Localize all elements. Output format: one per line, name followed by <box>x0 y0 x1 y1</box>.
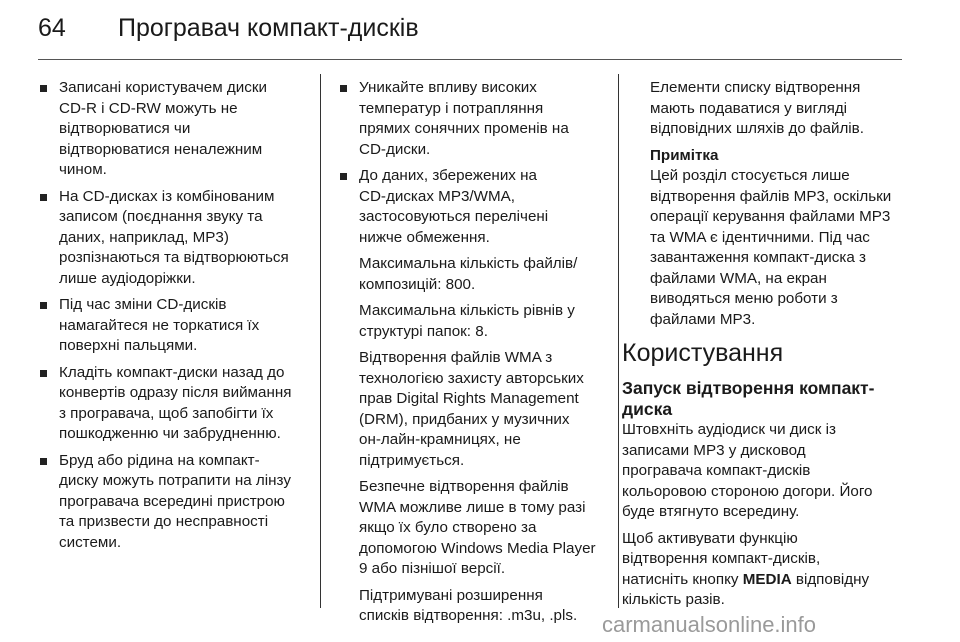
text-line: файлами MP3. <box>650 310 756 328</box>
subsection-title: Запуск відтворення компакт- диска <box>622 378 875 419</box>
text-line: До даних, збережених на <box>359 167 537 184</box>
watermark: carmanualsonline.info <box>602 612 817 637</box>
text-line: Уникайте впливу високих <box>359 79 537 96</box>
text-line: завантаження компакт-диска з <box>650 249 866 266</box>
paragraph <box>338 477 608 580</box>
text-line: та WMA є ідентичними. Під час <box>650 228 870 246</box>
intro-paragraph <box>622 78 912 140</box>
text-line: температур і потрапляння <box>359 99 544 117</box>
text-line: та призвести до несправності <box>59 513 269 530</box>
text-line: WMA можливе лише в тому разі <box>359 498 586 516</box>
text-line: технологією захисту авторських <box>359 369 584 387</box>
text-line: підтримується. <box>359 451 465 469</box>
text-line: диску можуть потрапити на лінзу <box>59 472 291 489</box>
text-line: конвертів одразу після виймання <box>59 384 292 401</box>
square-bullet-icon <box>40 302 47 309</box>
text-line: розпізнаються та відтворюються <box>59 249 289 266</box>
text-line: CD-диски. <box>359 140 431 158</box>
text-line: 9 або пізнішої версії. <box>359 560 506 577</box>
text-line: програвача всередині пристрою <box>59 492 285 510</box>
text-line: чином. <box>59 161 107 178</box>
text-line: Максимальна кількість файлів/ <box>359 255 578 272</box>
text-line: якщо їх було створено за <box>359 519 537 536</box>
text-line: Безпечне відтворення файлів <box>359 478 569 495</box>
column-1 <box>38 78 314 559</box>
text-line: застосовуються перелічені <box>359 208 549 225</box>
text-line: відтворення файлів MP3, оскільки <box>650 187 892 205</box>
text-line: CD-дисках MP3/WMA, <box>359 187 515 205</box>
bullet-item <box>38 78 314 181</box>
text-line: Під час зміни CD-дисків <box>59 296 227 313</box>
page-header <box>0 0 960 60</box>
column-3 <box>622 78 912 617</box>
text-line: нижче обмеження. <box>359 228 490 246</box>
bullet-item <box>338 166 608 248</box>
note-text <box>622 166 912 330</box>
note-title: Примітка <box>650 146 719 164</box>
bullet-item <box>338 78 608 160</box>
text-line: (DRM), придбаних у музичних <box>359 410 570 428</box>
activate-paragraph: Щоб активувати функцію відтворення компакт-дисків, натисніть кнопку MEDIA відповідну кількість разів. <box>622 529 870 608</box>
text-line: Елементи списку відтворення <box>650 79 861 96</box>
text-line: відтворюватися чи <box>59 120 191 137</box>
text-line: списків відтворення: .m3u, .pls. <box>359 607 578 624</box>
text-line: записами MP3 у дисковод <box>622 441 806 459</box>
text-line: CD-R і CD-RW можуть не <box>59 99 238 117</box>
bullet-item <box>38 451 314 554</box>
text-line: виводяться меню роботи з <box>650 290 838 307</box>
bullet-item <box>38 295 314 357</box>
column-divider-2 <box>618 74 619 608</box>
text-line: Штовхніть аудіодиск чи диск із <box>622 421 836 438</box>
square-bullet-icon <box>40 458 47 465</box>
paragraph <box>338 586 608 627</box>
text-line: прямих сонячних променів на <box>359 120 569 137</box>
text-line: Підтримувані розширення <box>359 586 543 604</box>
text-line: На CD-дисках із комбінованим <box>59 187 275 205</box>
square-bullet-icon <box>40 85 47 92</box>
media-key-label: MEDIA <box>742 570 792 588</box>
note-block <box>622 146 912 331</box>
column-2 <box>338 78 608 633</box>
text-line: структурі папок: 8. <box>359 322 488 340</box>
text-line: системи. <box>59 533 122 551</box>
square-bullet-icon <box>340 173 347 180</box>
header-divider <box>38 59 902 60</box>
text-line: даних, наприклад, MP3) <box>59 228 229 246</box>
text-line: Відтворення файлів WMA з <box>359 349 553 366</box>
text-line: лише аудіодоріжки. <box>59 269 196 287</box>
text-line: Кладіть компакт-диски назад до <box>59 363 285 381</box>
square-bullet-icon <box>40 370 47 377</box>
square-bullet-icon <box>40 194 47 201</box>
text-line: з програвача, щоб запобігти їх <box>59 404 274 422</box>
text-line: намагайтеся не торкатися їх <box>59 316 260 334</box>
paragraph <box>338 348 608 471</box>
text-line: Бруд або рідина на компакт- <box>59 451 260 469</box>
section-title: Користування <box>622 339 784 367</box>
column-divider-1 <box>320 74 321 608</box>
paragraph <box>338 254 608 295</box>
text-line: Максимальна кількість рівнів у <box>359 302 575 319</box>
text-line: файлами WMA, на екран <box>650 269 827 287</box>
bullet-item <box>38 363 314 445</box>
text-line: пошкодженню чи забрудненню. <box>59 425 281 442</box>
text-line: Цей розділ стосується лише <box>650 167 850 184</box>
text-line: операції керування файлами MP3 <box>650 208 891 225</box>
square-bullet-icon <box>340 85 347 92</box>
text-line: відповідних шляхів до файлів. <box>650 120 864 137</box>
page-title: Програвач компакт-дисків <box>118 14 419 42</box>
text-line: Записані користувачем диски <box>59 79 267 96</box>
text-line: програвача компакт-дисків <box>622 462 811 479</box>
text-line: он-лайн-крамницях, не <box>359 431 521 448</box>
text-line: мають подаватися у вигляді <box>650 99 848 117</box>
insert-disc-paragraph <box>622 420 912 523</box>
paragraph <box>338 301 608 342</box>
text-line: допомогою Windows Media Player <box>359 539 596 557</box>
page-number: 64 <box>38 14 66 42</box>
text-line: прав Digital Rights Management <box>359 390 579 407</box>
text-line: буде втягнуто всередину. <box>622 503 800 520</box>
bullet-item <box>38 187 314 290</box>
text-line: записом (поєднання звуку та <box>59 208 263 225</box>
text-line: поверхні пальцями. <box>59 337 198 354</box>
text-line: композицій: 800. <box>359 275 476 293</box>
text-line: відтворюватися неналежним <box>59 140 263 158</box>
text-line: кольоровою стороною догори. Його <box>622 482 873 500</box>
